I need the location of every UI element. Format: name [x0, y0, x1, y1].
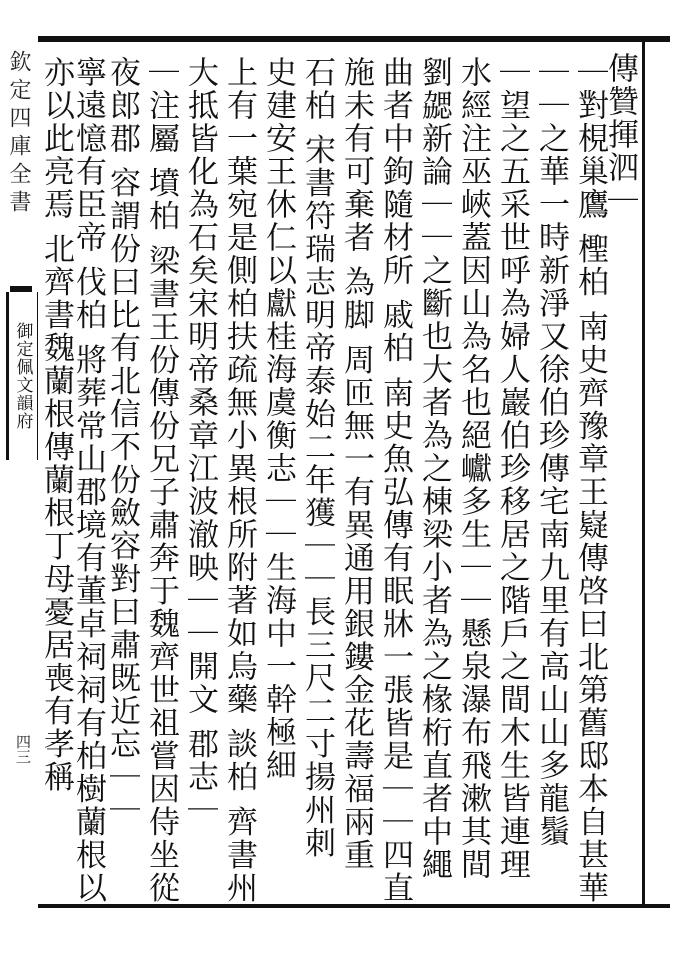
text-column-11: 上有一葉宛是側柏扶疏無小異根所附著如烏藥 談柏 齊書州 [221, 56, 257, 905]
text-column-10: 史建安王休仁以獻桂海虞衡志｜｜生海中一幹極細 [260, 56, 296, 782]
margin-title: 欽定四庫全書 [6, 50, 31, 218]
text-column-6: 劉勰新論｜｜之斷也大者為之棟梁小者為之椽桁直者中繩 [416, 56, 452, 881]
text-column-12: 大抵皆化為石矣宋明帝桑章江波澈映｜｜開文 郡志｜ [182, 56, 218, 827]
text-column-13: ｜注屬 墳柏 梁書王份傳份兄子肅奔于魏齊世祖嘗因侍坐從 [143, 56, 179, 905]
text-column-2: ｜對梘巢鷹 檉柏 南史齊豫章王嶷傳啓曰北第舊邸本自甚華 [572, 56, 608, 905]
text-column-15: 寧遠憶有臣帝 伐柏 將葬常山郡境有董卓祠祠有柏樹蘭根以 [70, 56, 106, 905]
right-border [642, 36, 645, 908]
text-column-7: 曲者中鉤隨材所 戚柏 南史魚弘傳有眠牀一張皆是｜｜四直 [377, 56, 413, 905]
text-column-8: 施未有可棄者 為脚 周匝無一有異通用銀鏤金花壽福兩重 [338, 56, 374, 872]
text-column-16: 亦以此亮焉 北齊書魏蘭根傳蘭根丁母憂居喪有孝稱 [38, 56, 74, 794]
text-column-3: ｜｜之華一時新淨又徐伯珍傳宅南九里有高山山多龍鬚 [533, 56, 569, 848]
text-column-9: 石柏 宋書符瑞志明帝泰始二年獲｜｜長三尺二寸揚州刺 [299, 56, 335, 860]
text-column-5: 水經注巫峽蓋因山為名也絕巘多生｜｜懸泉瀑布飛漱其間 [455, 56, 491, 881]
text-column-1: 傳贊揮泗｜ [602, 52, 638, 217]
text-column-14: 夜郎郡 容謂份曰比有北信不份斂容對曰肅既近忘｜｜ [104, 56, 140, 827]
margin-book-title: 御定佩文韻府 [6, 292, 38, 460]
text-column-4: ｜望之五采世呼為婦人巖伯珍移居之階戶之間木生皆連理 [494, 56, 530, 881]
top-border [38, 36, 670, 42]
leaf-number: 四三 [14, 734, 32, 764]
